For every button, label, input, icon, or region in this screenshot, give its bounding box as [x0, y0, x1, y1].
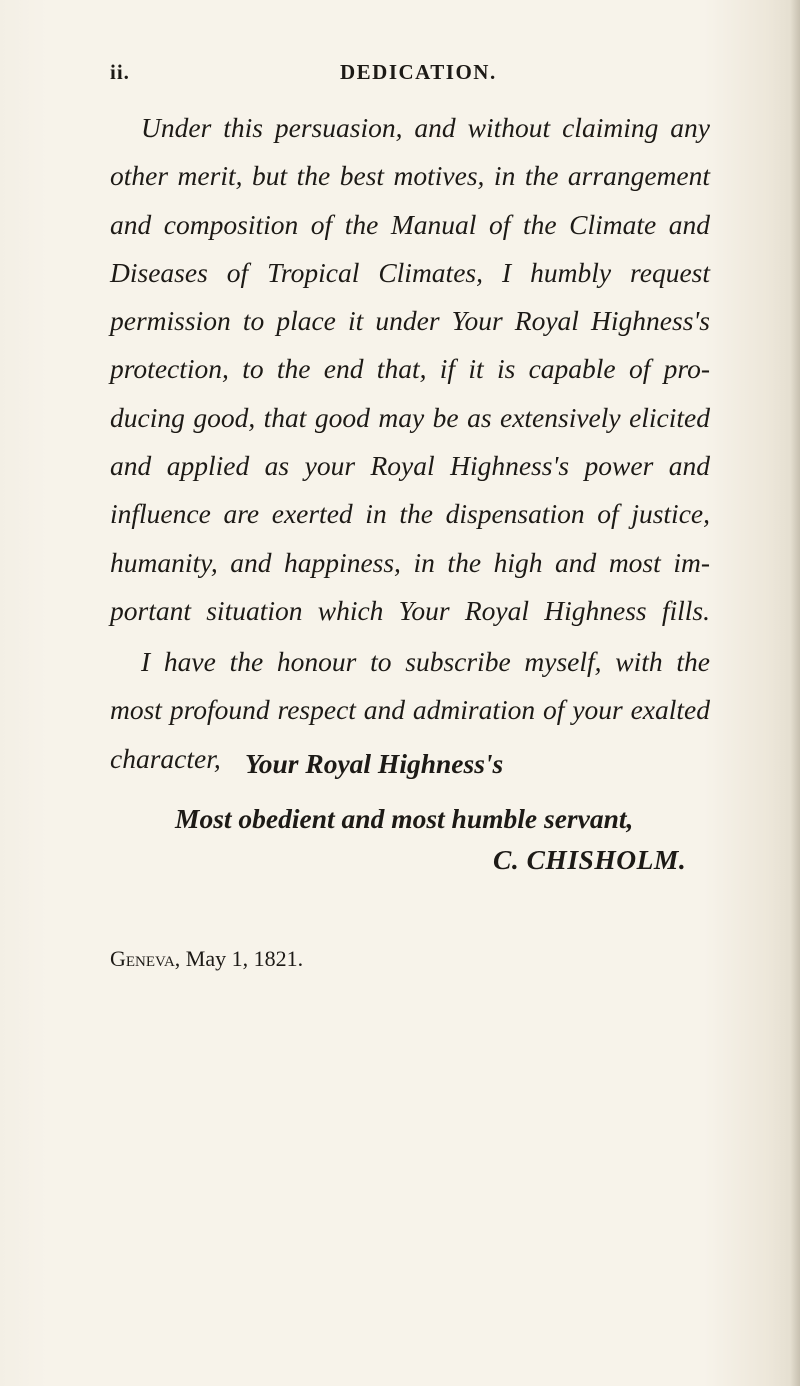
dateline-place: Geneva, [110, 946, 181, 971]
text-line: humanity, and happiness, in the high and most im- [110, 546, 710, 578]
text-line: I have the honour to subscribe myself, with the [141, 646, 710, 677]
text-line: protection, to the end that, if it is capable of pro- [110, 353, 710, 385]
text-line: Under this persuasion, and without claiming any [141, 112, 710, 143]
closing-salutation: Your Royal Highness's [245, 748, 504, 779]
text-line: Diseases of Tropical Climates, I humbly request [110, 256, 710, 288]
dedication-paragraph-1 [110, 104, 710, 635]
page-edge-shadow [790, 0, 800, 1386]
running-head: DEDICATION. [340, 60, 497, 84]
text-line: permission to place it under Your Royal Highness's [110, 305, 710, 337]
page-header [110, 60, 710, 90]
page-number: ii. [110, 60, 130, 84]
text-line: portant situation which Your Royal Highness fills. [110, 594, 710, 626]
text-line: and applied as your Royal Highness's power and [110, 450, 710, 482]
text-line: and composition of the Manual of the Climate and [110, 208, 710, 240]
closing-servant-line: Most obedient and most humble servant, [175, 803, 634, 834]
text-line: most profound respect and admiration of your exalted [110, 694, 710, 726]
dateline-date: May 1, 1821. [185, 946, 304, 971]
text-line: ducing good, that good may be as extensively elicited [110, 401, 710, 433]
author-signature: C. CHISHOLM. [493, 844, 687, 875]
text-line: character, [110, 742, 221, 774]
text-line: influence are exerted in the dispensation of justice, [110, 498, 710, 530]
text-line: other merit, but the best motives, in the arrangement [110, 160, 710, 192]
dateline [110, 946, 303, 972]
